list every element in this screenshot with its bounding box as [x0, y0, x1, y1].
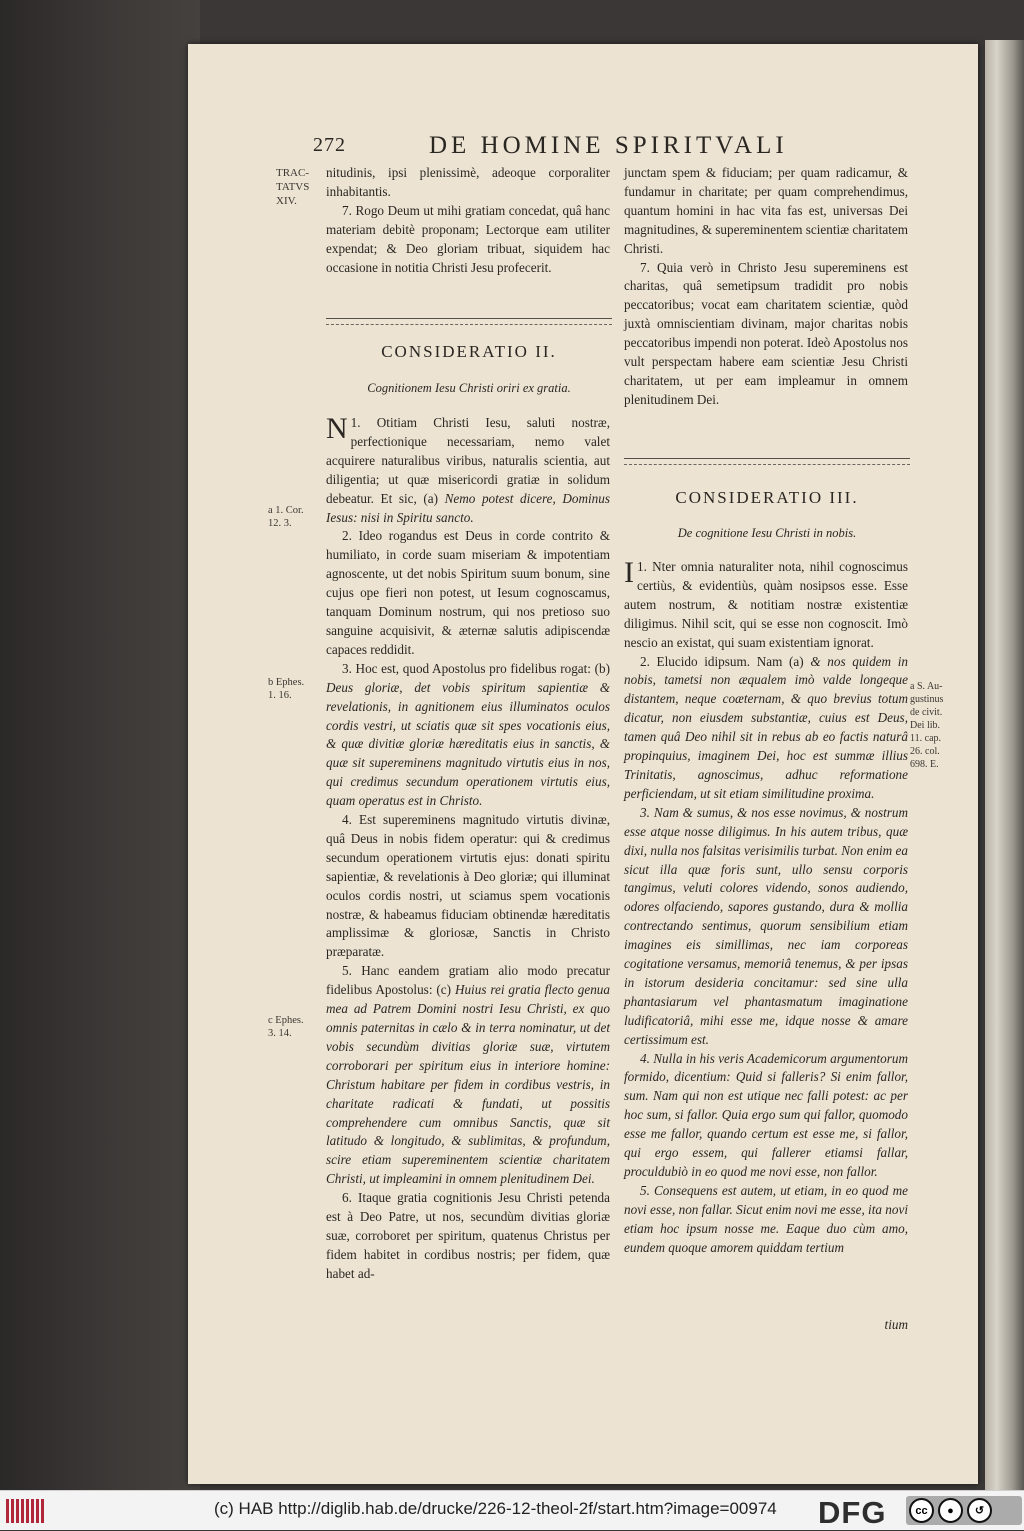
- right-cont-text: junctam spem & fiduciam; per quam radicamur, & fundamur in charitate; per quam comprehendimus, quantum homini in hac vita fas est, universas Dei magnitudines, & supereminentem scientiæ charitatem Christi.: [624, 165, 908, 256]
- drop-cap: I: [624, 556, 634, 589]
- dfg-logo: DFG: [818, 1495, 887, 1530]
- right-column-top: [624, 164, 908, 410]
- left-cont-text: nitudinis, ipsi plenissimè, adeoque corporaliter inhabitantis.: [326, 165, 610, 199]
- left-column-main: [326, 414, 610, 1284]
- book-page: [188, 44, 978, 1484]
- left-para-3: [326, 660, 610, 811]
- section-rule: [326, 318, 612, 325]
- left-para-2: 2. Ideo rogandus est Deus in corde contrito & humiliato, in corde suam miseriam & impotentiam agnoscente, ut det nobis Spiritum suum bonum, sine cujus ope fieri non potest, ut Iesum cognoscamus, tanquam Dominum nostrum, qui nos pretioso suo sanguine acquisivit, & æternæ salutis adipiscendæ capaces reddidit.: [326, 528, 610, 657]
- margin-tractatus: TRAC- TATVS XIV.: [276, 167, 310, 207]
- right-para-7: 7. Quia verò in Christo Jesu supereminens est charitas, quâ semetipsum tradidit pro nobis peccatoribus; vocat eam charitatem scientiæ, quòd juxtà omniscientiam divinam, major charitas nobis peccatoribus impendi non poterat. Ideò Apostolus nos vult perspectam habere eam scientiæ Jesu Christi charitatem, ut per eam impleamur in omnem plenitudinem Dei.: [624, 259, 908, 407]
- right-para-1-text: Nter omnia naturaliter nota, nihil cognoscimus certiùs, & evidentiùs, quàm nosipsos esse. Esse autem nostrum, & notitiam nostræ existentiæ diligimus. Nihil scit, qui se esse non cognoscit. Imò nescio an existat, qui suam existentiam ignorat.: [624, 559, 908, 650]
- left-para-6: 6. Itaque gratia cognitionis Jesu Christi petenda est à Deo Patre, ut nos, secundùm divitias gloriæ suæ, corroboret per spiritum, quatenus Christus per fidem habitet in cordibus nostris; per fidem, quæ habet ad-: [326, 1190, 610, 1281]
- right-para-1: [624, 558, 908, 653]
- right-para-2-text: 2. Elucido idipsum. Nam (a): [640, 653, 804, 669]
- catchword: tium: [884, 1317, 908, 1332]
- right-para-4: 4. Nulla in his veris Academicorum argumentorum formido, dicentium: Quid si falleris? Si enim fallor, sum. Nam qui non est utique nec falli potest: ac per hoc sum, si fallor. Quia ergo sum qui fallor, quomodo esse me fallor, quando certum est esse me, si fallor, qui ergo essem, qui fallerer etiamsi fallar, proculdubiò in eo quod me novi esse, non fallor.: [624, 1050, 908, 1179]
- drop-cap: N: [326, 412, 348, 445]
- barcode-icon: [6, 1499, 46, 1523]
- margin-note-a: a 1. Cor. 12. 3.: [268, 505, 304, 529]
- para-number: 1.: [637, 559, 647, 574]
- running-title: DE HOMINE SPIRITVALI: [429, 132, 788, 159]
- sa-icon: ↺: [967, 1498, 992, 1523]
- license-badge[interactable]: [906, 1496, 1022, 1525]
- by-icon: ●: [938, 1498, 963, 1523]
- margin-note-c: c Ephes. 3. 14.: [268, 1015, 304, 1039]
- left-para-4: 4. Est supereminens magnitudo virtutis divinæ, quâ Deus in nobis fidem operatur: qui & credimus secundum operationem virtutis ejus: donati spiritu sapientiæ, & revelationis à Deo gloriæ; qui illuminat oculos cordis nostri, ut sciamus spem vocationis nostræ, & habeamus fiduciam obtinendæ hæreditatis amplissimæ & gloriosæ, Sanctis in Christo præparatæ.: [326, 812, 610, 960]
- left-column-top: [326, 164, 610, 277]
- background-left: [0, 0, 200, 1490]
- section-rule: [624, 458, 910, 465]
- right-para-3: 3. Nam & sumus, & nos esse novimus, & nostrum esse atque nosse diligimus. In his autem tribus, quæ dixi, nulla nos falsitas verisimilis turbat. Non enim ea sicut illa quæ foris sunt, ullo sensu corporis tangimus, veluti colores videndo, sonos audiendo, odores olfaciendo, sapores gustando, dura & mollia contrectando sentimus, quorum sensibilium etiam imagines eis simillimas, nec iam corporeas cogitatione versamus, memoriâ tenemus, & per ipsas in istorum desideria concitamur: sed sine ulla phantasiarum vel phantasmatum imaginatione ludificatoriâ, mihi esse me, idque nosse & amare certissimum est.: [624, 804, 908, 1047]
- cc-icon: cc: [909, 1498, 934, 1523]
- viewer-footer: [0, 1490, 1024, 1530]
- margin-note-b: b Ephes. 1. 16.: [268, 677, 305, 701]
- left-para-1: [326, 414, 610, 527]
- right-para-2: [624, 653, 908, 804]
- left-para-3-text: 3. Hoc est, quod Apostolus pro fidelibus rogat: (b): [342, 660, 610, 676]
- right-column-main: [624, 558, 908, 1258]
- left-para-1-text: Otitiam Christi Iesu, saluti nostræ, perfectionique necessariam, nemo valet acquirere naturalibus viribus, naturalis scientia, aut diligentia; ut quæ misericordi gratiæ in solidum debeatur. Et sic, (a): [326, 415, 610, 506]
- left-para-7: 7. Rogo Deum ut mihi gratiam concedat, quâ hanc materiam debitè proponam; Lectorque eam utiliter expendat; & Deo gloriam tribuat, siquidem hac occasione in notitia Christi Jesu profecerit.: [326, 202, 610, 275]
- left-para-1-quote: Nemo potest dicere, Dominus Iesus: nisi in Spiritu sancto.: [326, 490, 610, 525]
- source-credit[interactable]: (c) HAB http://diglib.hab.de/drucke/226-12-theol-2f/start.htm?image=00974: [214, 1499, 777, 1518]
- page-edge: [985, 40, 1024, 1490]
- para-number: 1.: [350, 415, 361, 430]
- margin-note-right-a: a S. Au- gustinus de civit. Dei lib. 11. cap. 26. col. 698. E.: [910, 681, 944, 770]
- page-number: 272: [313, 134, 346, 156]
- page-header: [313, 132, 963, 162]
- left-para-3-quote: Deus gloriæ, det vobis spiritum sapientiæ & revelationis, in agnitionem eius illuminatos oculos cordis vestri, ut sciatis quæ sit spes vocationis eius, & quæ divitiæ gloriæ hæreditatis eius in sanctis, & quæ sit supereminens magnitudo virtutis eius in nos, qui credimus secundum operationem virtutis eius, quam operatus est in Christo.: [326, 679, 610, 809]
- right-para-2-quote: & nos quidem in nobis, tametsi non æqualem imò valde longeque distantem, neque coæternam, & quo brevius totum dicatur, non eiusdem substantiæ, cuius est Deus, tamen quâ Deo nihil sit in rebus ab eo factis naturâ propinquius, imaginem Dei, hoc est summæ illius Trinitatis, agnoscimus, adhuc reformatione perficiendam, ut sit etiam similitudine proxima.: [624, 653, 908, 801]
- consideratio-3-subtitle: De cognitione Iesu Christi in nobis.: [677, 526, 857, 540]
- left-para-5: [326, 962, 610, 1189]
- right-para-5: 5. Consequens est autem, ut etiam, in eo quod me novi esse, non fallar. Sicut enim novi me esse, ita novi etiam hoc ipsum nosse me. Eaque duo cùm amo, eundem quoque amorem quiddam tertium: [624, 1182, 908, 1255]
- consideratio-3-title: CONSIDERATIO III.: [675, 488, 859, 507]
- consideratio-2-subtitle: Cognitionem Iesu Christi oriri ex gratia.: [367, 381, 571, 395]
- consideratio-2-title: CONSIDERATIO II.: [381, 342, 557, 361]
- left-para-5-quote: Huius rei gratia flecto genua mea ad Patrem Domini nostri Iesu Christi, ex quo omnis paternitas in cælo & in terra nominatur, ut det vobis secundùm divitias gloriæ suæ, virtutem corroborari per spiritum eius in interiore homine: Christum habitare per fidem in cordibus vestris, in charitate radicati & fundati, ut possitis comprehendere cum omnibus Sanctis, quæ sit latitudo & longitudo, & sublimitas, & profundum, scire etiam supereminentem scientiæ charitatem Christi, ut impleamini in omnem plenitudinem Dei.: [326, 982, 610, 1187]
- left-para-5-text: 5. Hanc eandem gratiam alio modo precatur fidelibus Apostolus: (c): [326, 963, 610, 998]
